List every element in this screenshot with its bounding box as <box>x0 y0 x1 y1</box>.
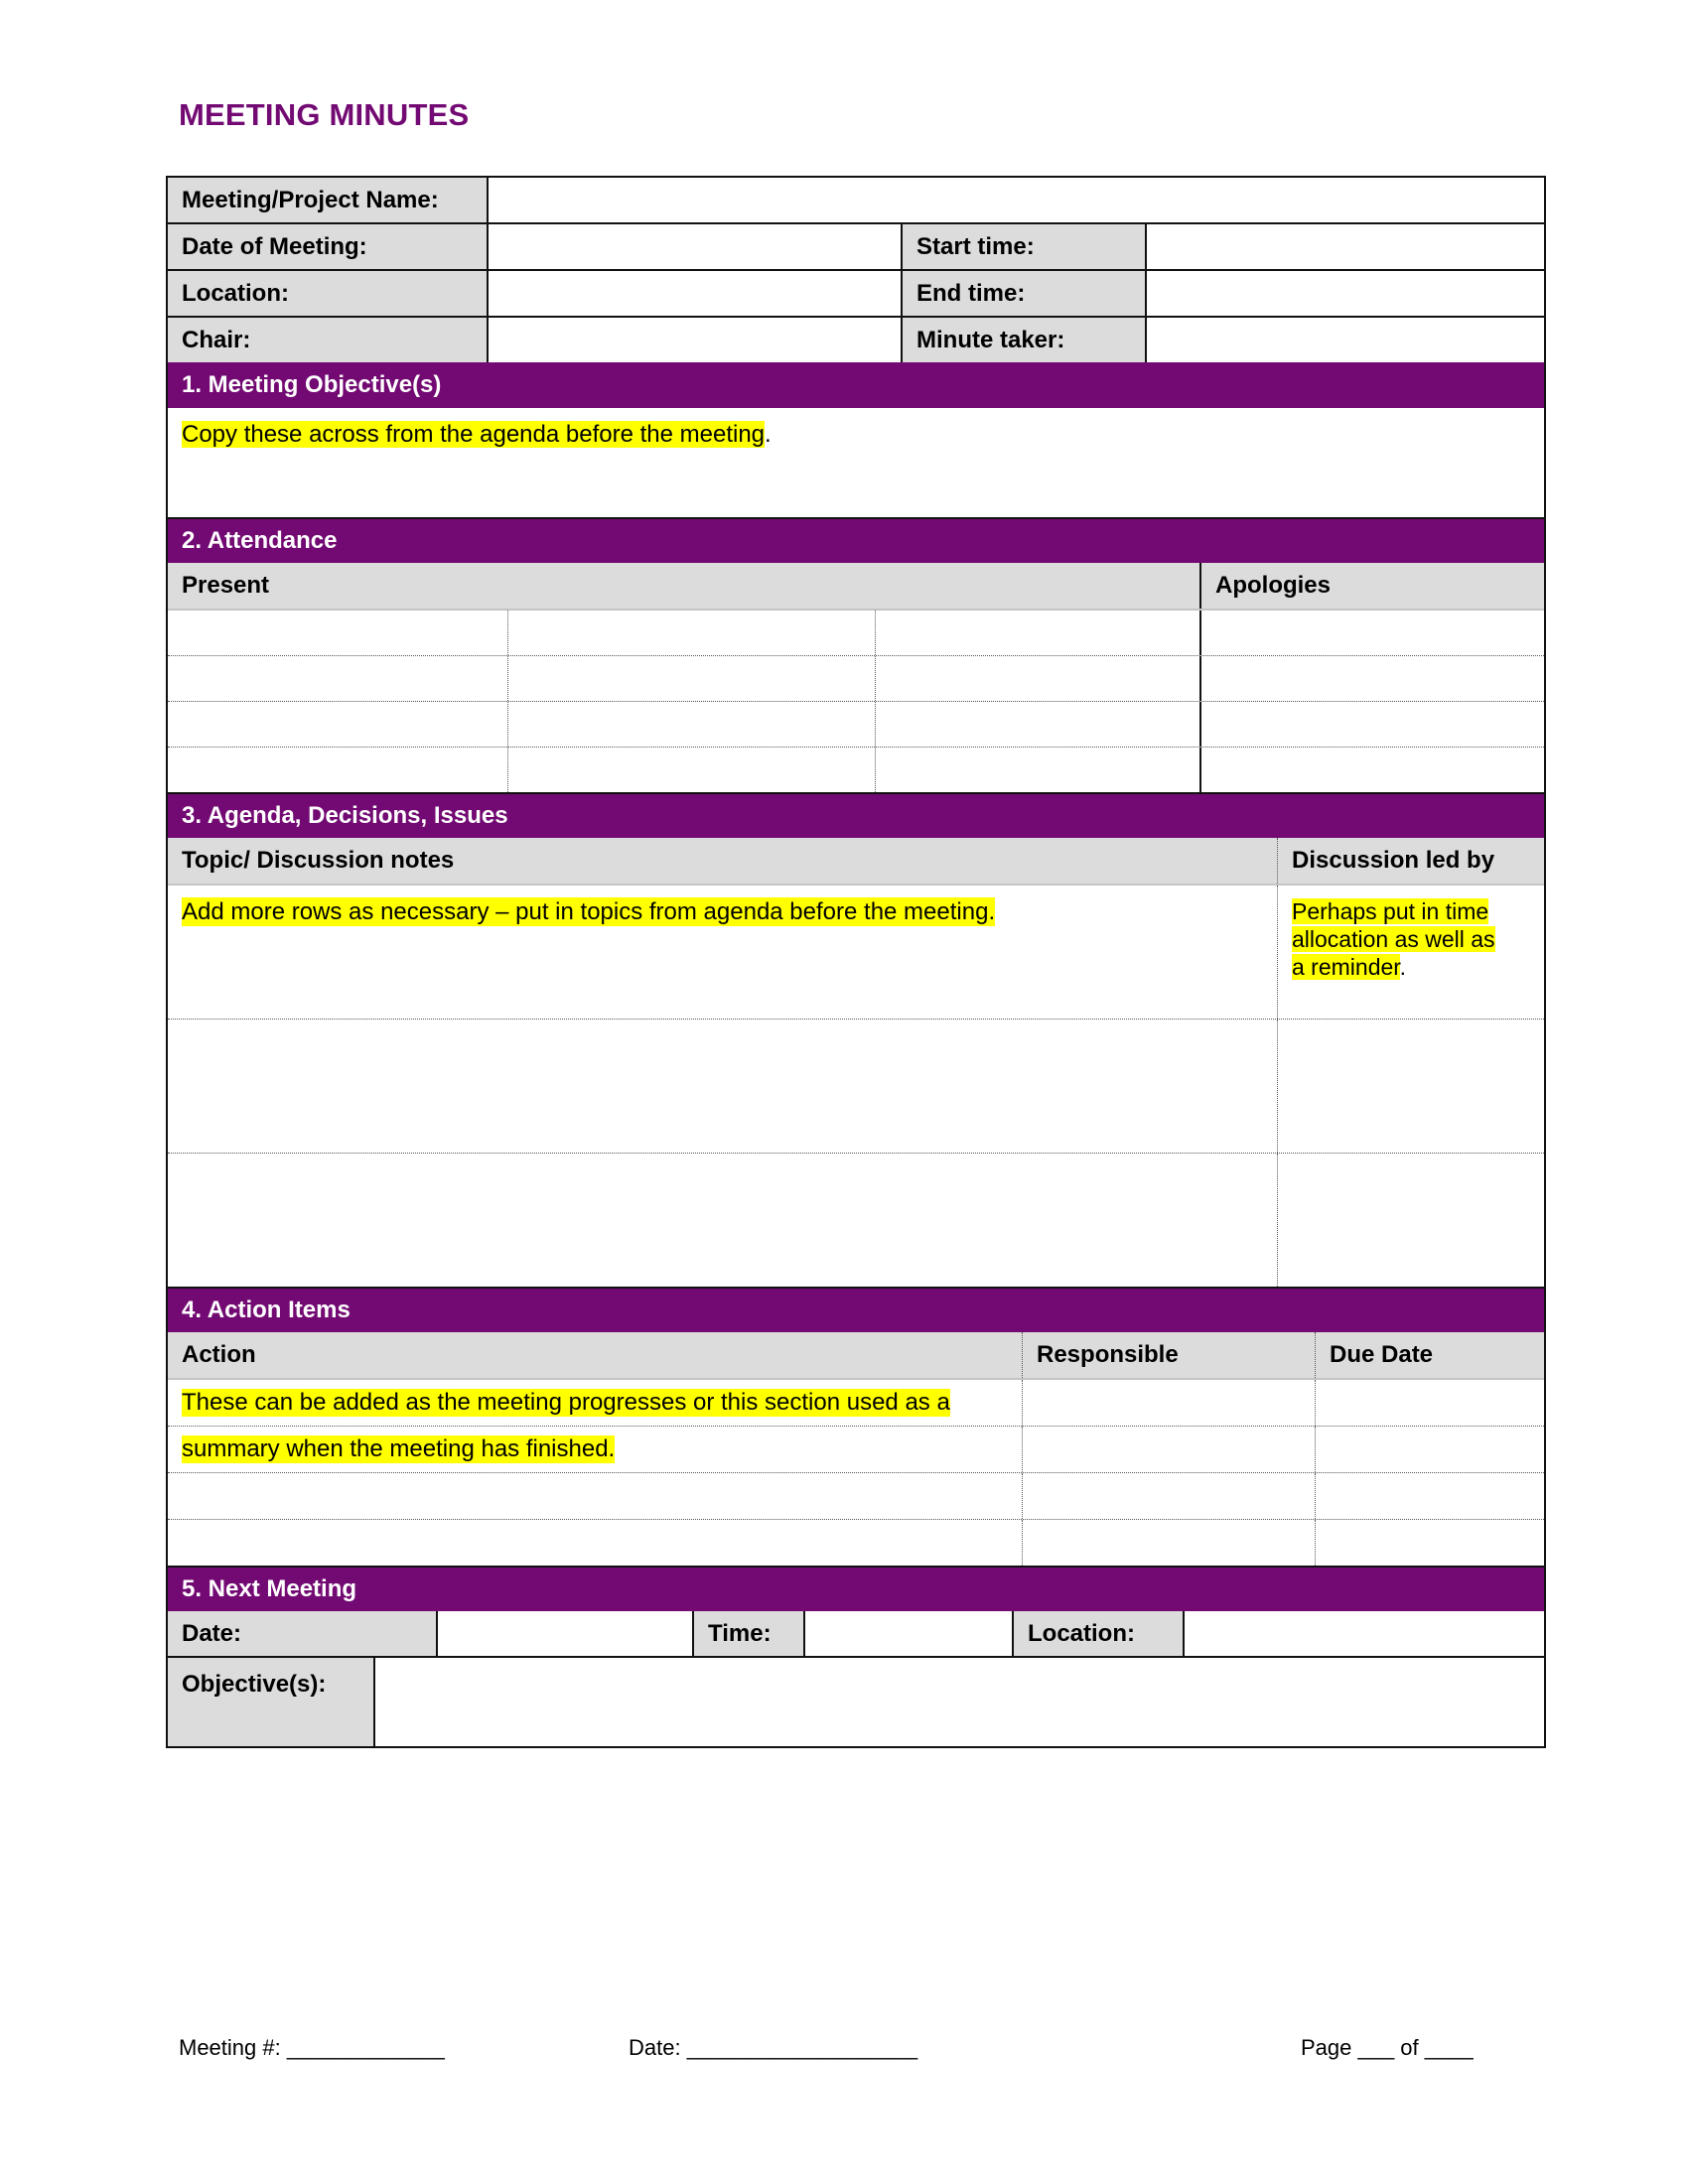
led-by-header: Discussion led by <box>1277 838 1544 884</box>
minutes-form <box>166 176 1546 1748</box>
led-by-note-line3: a reminder <box>1292 954 1400 980</box>
present-cell[interactable] <box>875 611 1199 655</box>
action-cell[interactable] <box>168 1427 1022 1472</box>
present-cell[interactable] <box>507 702 875 747</box>
present-cell[interactable] <box>875 656 1199 701</box>
chair-label: Chair: <box>168 318 487 362</box>
next-location-label: Location: <box>1012 1611 1183 1656</box>
responsible-cell[interactable] <box>1022 1427 1315 1472</box>
objectives-body <box>168 408 1544 517</box>
agenda-header-row <box>168 838 1544 886</box>
responsible-cell[interactable] <box>1022 1520 1315 1566</box>
action-cell[interactable] <box>168 1520 1022 1566</box>
start-time-label: Start time: <box>901 224 1145 269</box>
led-by-cell[interactable] <box>1277 1154 1544 1287</box>
date-label: Date of Meeting: <box>168 224 487 269</box>
topic-header: Topic/ Discussion notes <box>168 838 1277 884</box>
due-date-cell[interactable] <box>1315 1473 1544 1519</box>
next-location-field[interactable] <box>1183 1611 1544 1656</box>
project-name-row <box>168 178 1544 222</box>
end-time-label: End time: <box>901 271 1145 316</box>
start-time-field[interactable] <box>1145 224 1544 269</box>
next-objectives-field[interactable] <box>373 1658 1544 1746</box>
due-date-cell[interactable] <box>1315 1520 1544 1566</box>
due-date-cell[interactable] <box>1315 1380 1544 1426</box>
location-row <box>168 269 1544 316</box>
objectives-note: Copy these across from the agenda before the meeting <box>182 421 766 448</box>
agenda-row <box>168 886 1544 1020</box>
objectives-heading: 1. Meeting Objective(s) <box>168 362 1544 408</box>
next-date-field[interactable] <box>436 1611 692 1656</box>
responsible-cell[interactable] <box>1022 1380 1315 1426</box>
topic-cell[interactable] <box>168 886 1277 1019</box>
present-cell[interactable] <box>507 656 875 701</box>
responsible-cell[interactable] <box>1022 1473 1315 1519</box>
led-by-note-period: . <box>1399 954 1407 980</box>
next-date-label: Date: <box>168 1611 436 1656</box>
chair-row <box>168 316 1544 362</box>
topic-cell[interactable] <box>168 1020 1277 1153</box>
actions-heading: 4. Action Items <box>168 1287 1544 1332</box>
next-objectives-row <box>168 1656 1544 1746</box>
present-cell[interactable] <box>507 748 875 792</box>
present-cell[interactable] <box>168 656 507 701</box>
agenda-heading: 3. Agenda, Decisions, Issues <box>168 792 1544 838</box>
objectives-note-period: . <box>765 421 772 448</box>
footer-meeting-number: Meeting #: _____________ <box>179 2035 445 2060</box>
next-time-label: Time: <box>692 1611 803 1656</box>
attendance-row <box>168 702 1544 748</box>
attendance-row <box>168 611 1544 656</box>
next-time-field[interactable] <box>803 1611 1012 1656</box>
action-row <box>168 1520 1544 1566</box>
apologies-cell[interactable] <box>1199 702 1544 747</box>
project-name-field[interactable] <box>487 178 1544 222</box>
responsible-header: Responsible <box>1022 1332 1315 1378</box>
action-cell[interactable] <box>168 1380 1022 1426</box>
led-by-cell[interactable] <box>1277 886 1544 1019</box>
led-by-note-line1: Perhaps put in time <box>1292 898 1489 924</box>
present-cell[interactable] <box>168 702 507 747</box>
next-meeting-row <box>168 1611 1544 1656</box>
apologies-cell[interactable] <box>1199 611 1544 655</box>
present-cell[interactable] <box>168 611 507 655</box>
agenda-row <box>168 1154 1544 1287</box>
attendance-header-row <box>168 563 1544 611</box>
attendance-heading: 2. Attendance <box>168 517 1544 563</box>
minute-taker-field[interactable] <box>1145 318 1544 362</box>
led-by-note-line2: allocation as well as <box>1292 926 1495 952</box>
attendance-row <box>168 656 1544 702</box>
location-field[interactable] <box>487 271 901 316</box>
present-cell[interactable] <box>168 748 507 792</box>
apologies-header: Apologies <box>1199 563 1544 609</box>
chair-field[interactable] <box>487 318 901 362</box>
agenda-row <box>168 1020 1544 1154</box>
topic-note: Add more rows as necessary – put in topics from agenda before the meeting. <box>182 898 996 925</box>
attendance-row <box>168 748 1544 792</box>
end-time-field[interactable] <box>1145 271 1544 316</box>
apologies-cell[interactable] <box>1199 748 1544 792</box>
apologies-cell[interactable] <box>1199 656 1544 701</box>
action-row <box>168 1473 1544 1520</box>
date-row <box>168 222 1544 269</box>
document-title: MEETING MINUTES <box>179 97 470 132</box>
date-field[interactable] <box>487 224 901 269</box>
action-header: Action <box>168 1332 1022 1378</box>
footer-date: Date: ___________________ <box>629 2035 918 2060</box>
objectives-field[interactable] <box>168 408 1544 517</box>
action-row <box>168 1380 1544 1427</box>
location-label: Location: <box>168 271 487 316</box>
present-cell[interactable] <box>507 611 875 655</box>
topic-cell[interactable] <box>168 1154 1277 1287</box>
action-note-line1: These can be added as the meeting progresses or this section used as a <box>182 1389 950 1416</box>
due-date-header: Due Date <box>1315 1332 1544 1378</box>
due-date-cell[interactable] <box>1315 1427 1544 1472</box>
next-objectives-label: Objective(s): <box>168 1658 373 1746</box>
actions-header-row <box>168 1332 1544 1380</box>
footer-page-number: Page ___ of ____ <box>1301 2035 1474 2060</box>
action-row <box>168 1427 1544 1473</box>
minute-taker-label: Minute taker: <box>901 318 1145 362</box>
present-cell[interactable] <box>875 702 1199 747</box>
led-by-cell[interactable] <box>1277 1020 1544 1153</box>
action-note-line2: summary when the meeting has finished. <box>182 1435 616 1462</box>
project-name-label: Meeting/Project Name: <box>168 178 487 222</box>
action-cell[interactable] <box>168 1473 1022 1519</box>
next-meeting-heading: 5. Next Meeting <box>168 1566 1544 1611</box>
present-header: Present <box>168 563 1199 609</box>
present-cell[interactable] <box>875 748 1199 792</box>
